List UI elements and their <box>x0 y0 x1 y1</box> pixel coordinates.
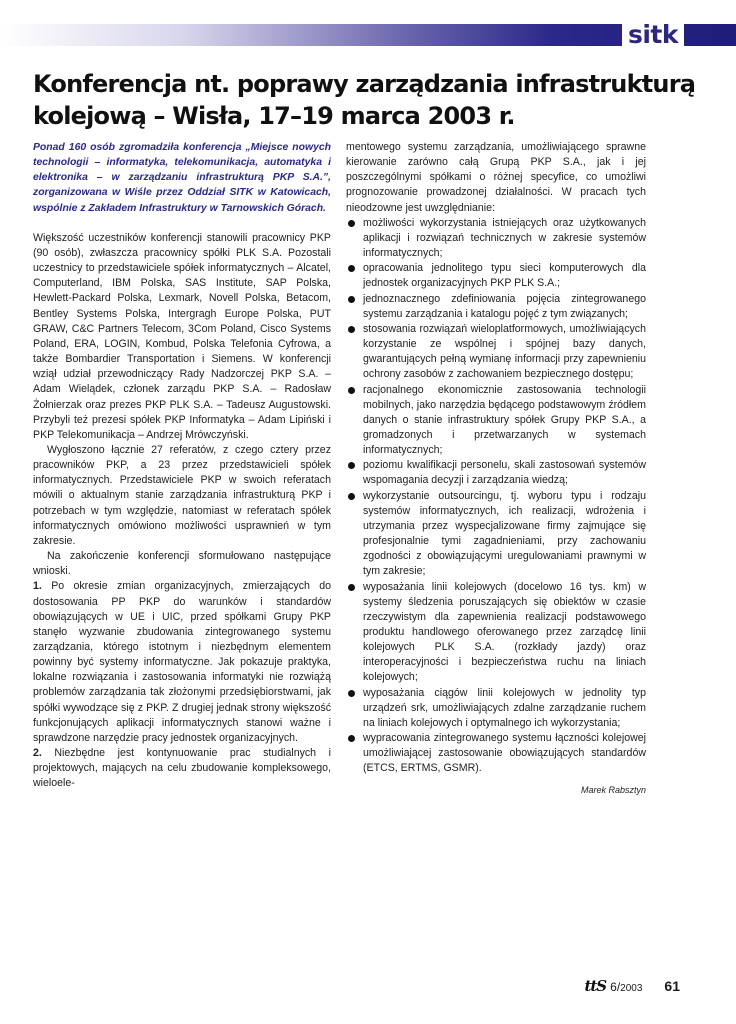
conclusion-1-number: 1. <box>33 580 42 593</box>
requirements-list <box>346 216 646 777</box>
tts-logo: ttS <box>584 977 607 995</box>
issue-year: 2003 <box>620 983 643 994</box>
conclusion-2 <box>33 746 331 791</box>
paragraph-participants: Większość uczestników konferencji stanowili pracownicy PKP (90 osób), zwłaszcza pracownicy spółki PLK S.A. Pozostali uczestnicy to przedstawiciele spółek informatycznych – Alcatel, Computerland, IBM Polska, SAS Institute, SAP Polska, Hewlett-Packard Polska, Lexmark, Novell Polska, Betacom, Bentley Systems Polska, Intergragh Europe Polska, PUT GRAW, C&C Partners Telecom, 3Com Poland, Cisco Systems Poland, ERA, LOGIN, Kombud, Polska Telefonia Cyfrowa, a także Bombardier Transportation i Siemens. W konferencji wziął udział przewodniczący Rady Nadzorczej PKP S.A. – Adam Wielądek, członek zarządu PKP S.A. – Radosław Żołnierzak oraz prezes PKP PLK S.A. – Tadeusz Augustowski. Przybyli też prezesi spółek PKP Informatyka – Adam Lipiński i PKP Telekomunikacja – Andrzej Mrówczyński. <box>33 231 331 441</box>
paragraph-continuation: mentowego systemu zarządzania, umożliwiającego sprawne kierowanie zarówno całą Grupą PKP S.A., jak i jej poszczególnymi spółkami o różnej specyfice, co umożliwi prognozowanie prowadzonej działalności. W pracach tych nieodzowne jest uwzględnianie: <box>346 141 646 214</box>
list-item: wyposażania ciągów linii kolejowych w jednolity typ urządzeń srk, umożliwiających zdalne zarządzanie ruchem na liniach kolejowych i optymalnego ich wykorzystania; <box>346 686 646 731</box>
issue-number <box>610 980 642 994</box>
list-item: opracowania jednolitego typu sieci komputerowych dla jednostek organizacyjnych PKP PLK S.A.; <box>346 261 646 291</box>
conclusion-2-number: 2. <box>33 747 42 760</box>
list-item: wypracowania zintegrowanego systemu łączności kolejowej umożliwiającej zastosowanie obowiązujących standardów (ETCS, ERTMS, GSMR). <box>346 731 646 776</box>
author-signature: Marek Rabsztyn <box>580 784 646 795</box>
conclusion-1-text: Po okresie zmian organizacyjnych, zmierzających do dostosowania PP PKP do warunków i standardów obowiązujących w UE i UIC, przed spółkami Grupy PKP stanęło wyzwanie zbudowania zintegrowanego systemu zarządzania, którego istotnym i niezbędnym elementem powinny być systemy informatyczne. Jak pokazuje praktyka, lokalne rozwiązania i zastosowania informatyki nie rozwiążą problemów zarządzania tak złożonymi przedsiębiorstwami, jak spółki wywodzące się z PKP. Z drugiej jednak strony większość funkcjonujących aplikacji informatycznych stanowi ważne i sprawdzone narzędzie pracy jednostek organizacyjnych. <box>33 580 331 744</box>
sitk-logo: sitk <box>622 22 684 48</box>
article-lead: Ponad 160 osób zgromadziła konferencja „Miejsce nowych technologii – informatyka, telekomunikacja, automatyka i elektronika – w zarządzaniu infrastrukturą PKP S.A.”, zorganizowana w Wiśle przez Oddział SITK w Katowicach, wspólnie z Zakładem Infrastruktury w Tarnowskich Górach. <box>33 142 331 214</box>
page-footer <box>584 977 680 995</box>
right-column <box>346 140 646 798</box>
list-item: poziomu kwalifikacji personelu, skali zastosowań systemów wspomagania decyzji i zarządzania wiedzą; <box>346 458 646 488</box>
paragraph-conclusions-intro: Na zakończenie konferencji sformułowano następujące wnioski. <box>33 550 331 578</box>
conclusion-1 <box>33 579 331 746</box>
list-item: możliwości wykorzystania istniejących oraz użytkowanych aplikacji i rozwiązań technicznych w zakresie systemów informatycznych; <box>346 216 646 261</box>
page-number: 61 <box>664 978 680 994</box>
article-title: Konferencja nt. poprawy zarządzania infrastrukturą kolejową – Wisła, 17–19 marca 2003 r. <box>33 70 696 130</box>
list-item: racjonalnego ekonomicznie zastosowania technologii mobilnych, jako narzędzia będącego podstawowym źródłem danych o stanie infrastruktury spółek Grupy PKP S.A., a gromadzonych i przetwarzanych w systemach informatycznych; <box>346 383 646 459</box>
left-column <box>33 140 331 792</box>
list-item: stosowania rozwiązań wieloplatformowych, umożliwiających korzystanie ze wspólnej i spójnej bazy danych, gwarantujących pełną wymianę informacji przy zapewnieniu ochrony zasobów z zachowaniem bezpiecznego dostępu; <box>346 322 646 383</box>
issue-label: 6/ <box>610 980 621 994</box>
list-item: wykorzystanie outsourcingu, tj. wyboru typu i rodzaju systemów informatycznych, ich realizacji, wdrożenia i utrzymania przez wyspecjalizowane firmy zajmujące się profesjonalnie tymi zagadnieniami, przy zachowaniu zgodności z obowiązującymi uregulowaniami prawnymi w tym zakresie; <box>346 489 646 580</box>
paragraph-presentations: Wygłoszono łącznie 27 referatów, z czego cztery przez pracowników PKP, a 23 przez przedstawicieli spółek informatycznych. Przedstawiciele PKP w swoich referatach mówili o aktualnym stanie zarządzania infrastrukturą PKP i potrzebach w tym względzie, natomiast w referatach spółek informatycznych omówiono możliwości usprawnień w tym zakresie. <box>33 443 331 547</box>
list-item: wyposażania linii kolejowych (docelowo 16 tys. km) w systemy śledzenia poruszających się obiektów w czasie rzeczywistym dla zapewnienia realizacji podstawowego produktu handlowego oferowanego przez zarządcę linii kolejowych PLK S.A. (rozkłady jazdy) oraz interoperacyjności i bezpieczeństwa ruchu na liniach kolejowych; <box>346 580 646 686</box>
conclusion-2-text: Niezbędne jest kontynuowanie prac studialnych i projektowych, mających na celu zbudowanie kompleksowego, wieloele- <box>33 747 331 790</box>
list-item: jednoznacznego zdefiniowania pojęcia zintegrowanego systemu zarządzania i katalogu pojęć z tym związanych; <box>346 292 646 322</box>
